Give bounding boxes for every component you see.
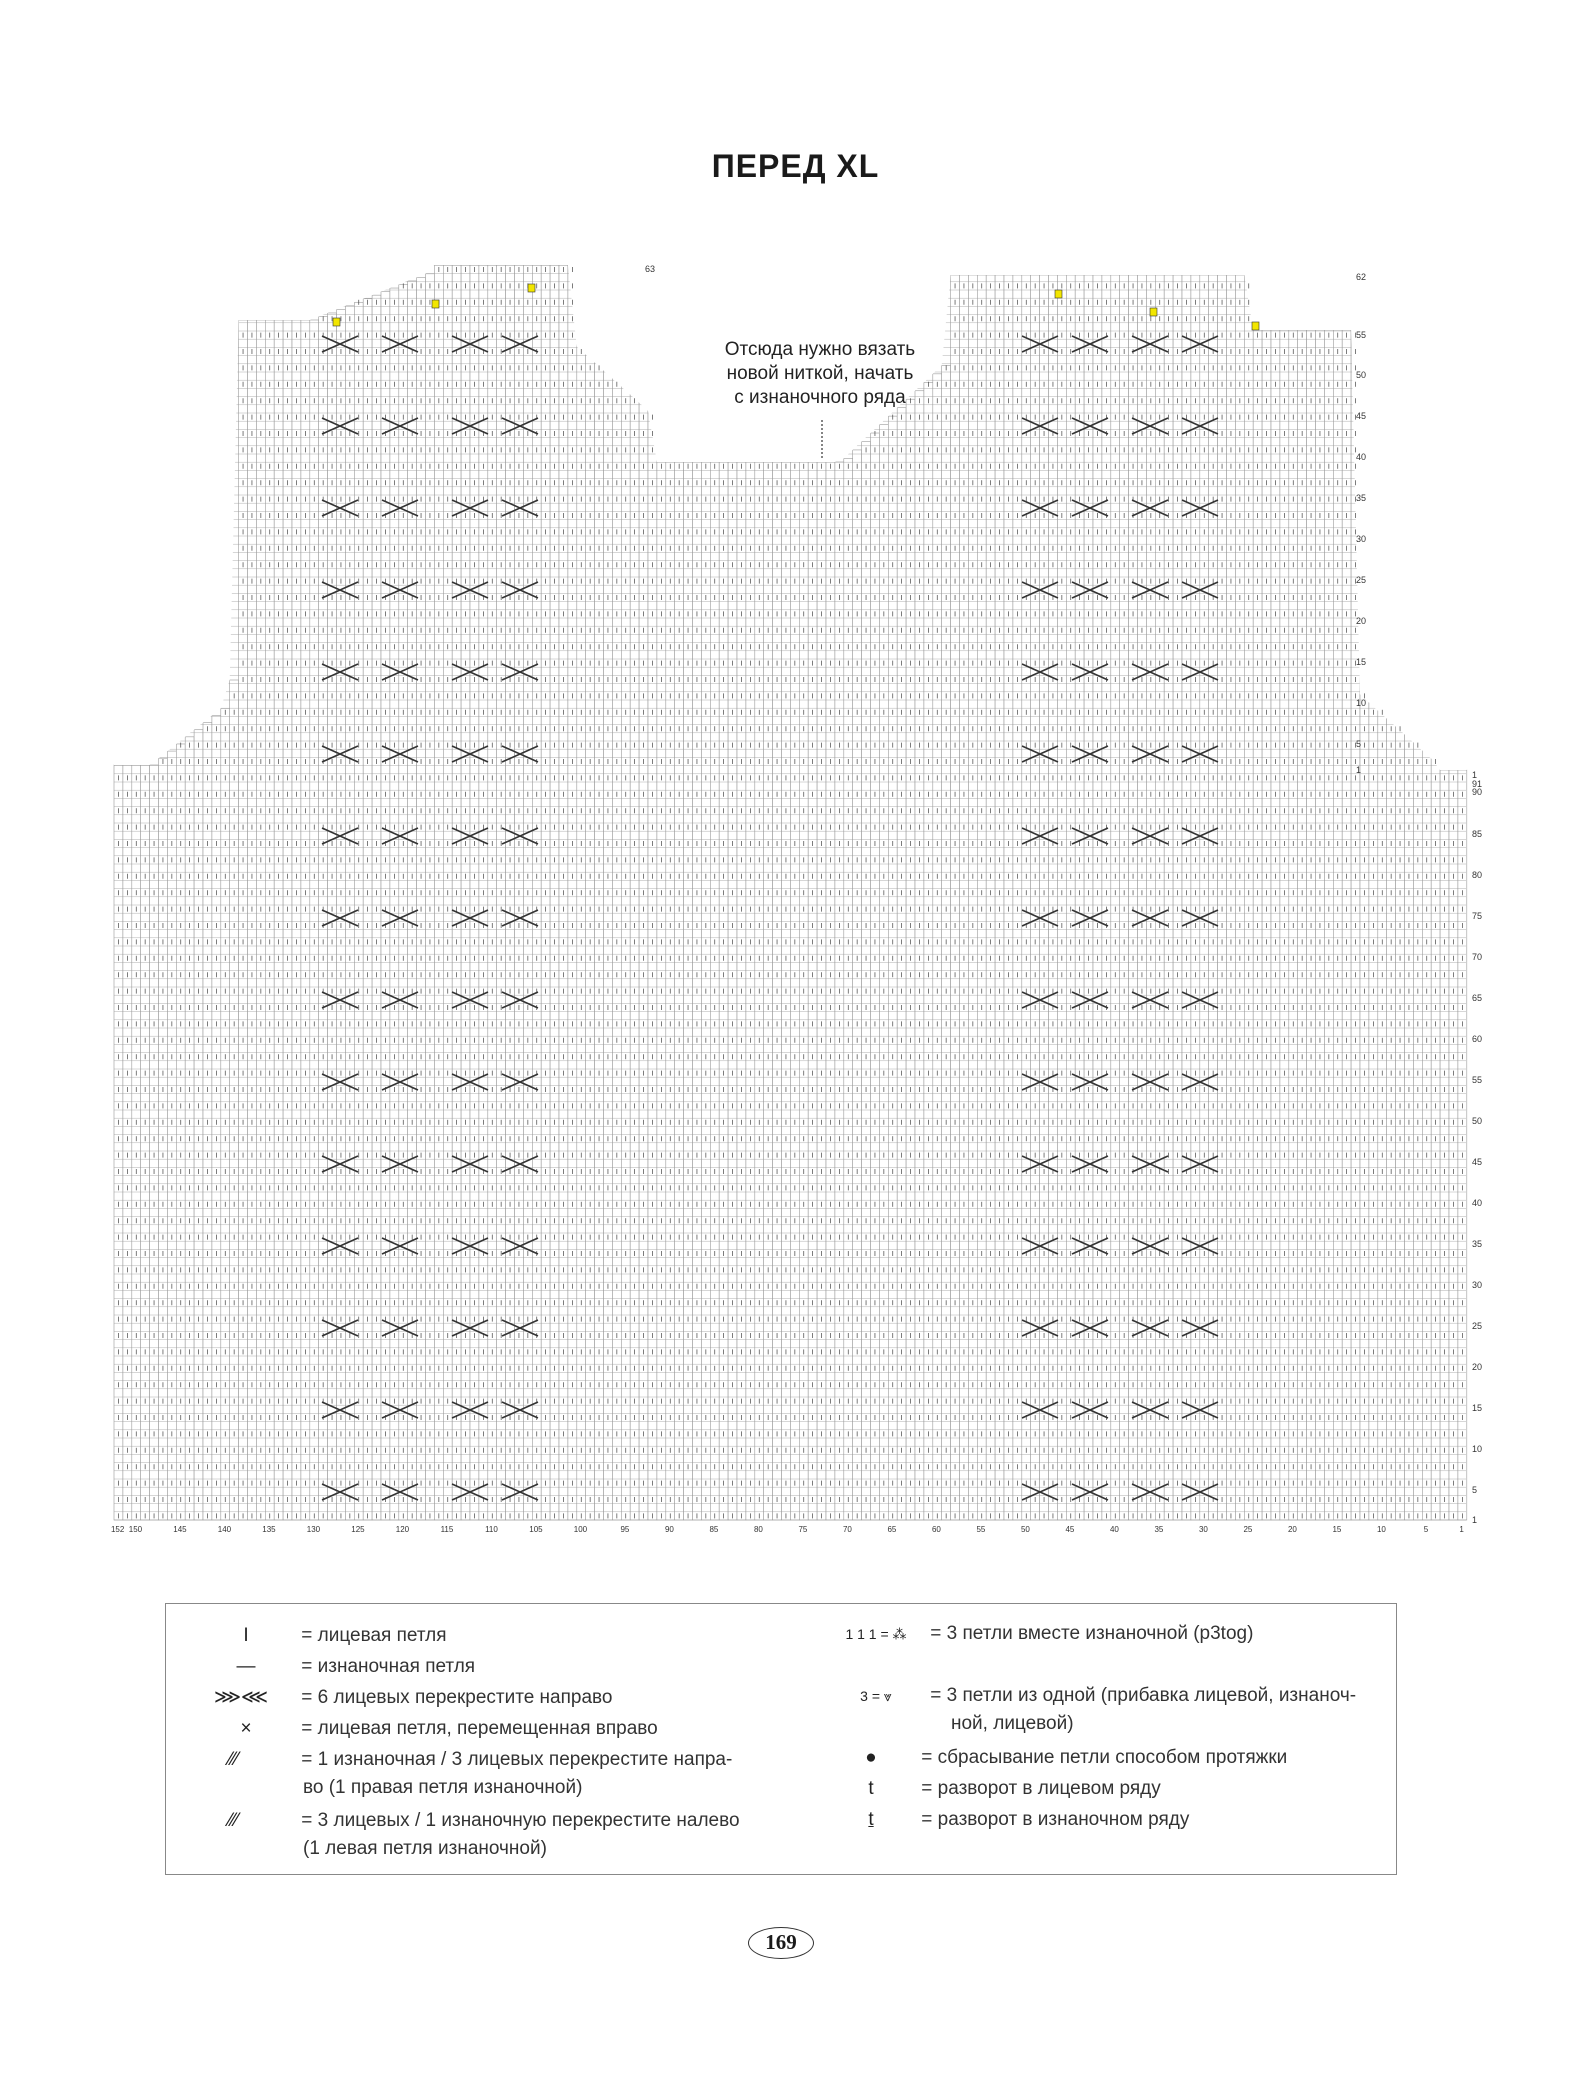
chart-column bbox=[604, 371, 613, 1520]
chart-column bbox=[1378, 711, 1387, 1520]
page-title: ПЕРЕД XL bbox=[711, 148, 880, 184]
chart-column bbox=[221, 708, 230, 1520]
chart-column bbox=[337, 309, 346, 1520]
chart-column bbox=[862, 441, 871, 1520]
chart-column bbox=[924, 382, 933, 1520]
chart-column bbox=[853, 450, 862, 1520]
chart-column bbox=[1449, 770, 1458, 1520]
chart-column bbox=[933, 374, 942, 1520]
chart-column bbox=[1458, 770, 1467, 1520]
chart-column bbox=[1440, 770, 1449, 1520]
chart-column bbox=[1422, 751, 1431, 1520]
chart-column bbox=[577, 347, 586, 1520]
chart-column bbox=[230, 680, 239, 1520]
chart-column bbox=[167, 751, 176, 1520]
